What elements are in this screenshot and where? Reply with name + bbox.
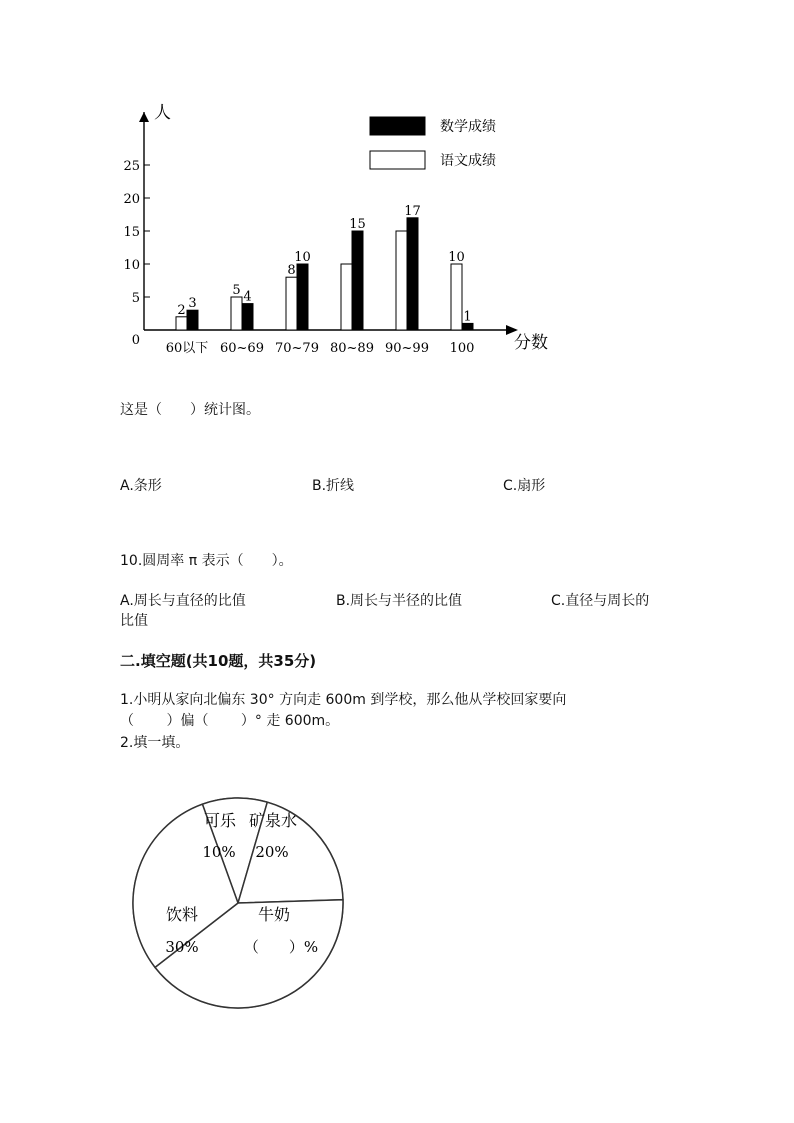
data-label: 5 (232, 283, 241, 298)
q9-option-b[interactable]: B.折线 (312, 478, 355, 494)
y-axis-label: 人 (154, 103, 171, 123)
bar (187, 310, 198, 330)
pie-label-milk: 牛奶 (257, 905, 291, 924)
data-label: 10 (448, 250, 465, 265)
y-tick-label: 25 (123, 159, 140, 174)
bar (352, 231, 363, 330)
x-axis-label: 分数 (514, 333, 548, 353)
data-label: 1 (463, 309, 472, 325)
pie-label-water: 矿泉水 (248, 811, 298, 830)
y-tick-label: 0 (131, 333, 140, 348)
pie-label-drink: 饮料 (165, 905, 199, 924)
y-axis-arrow (139, 112, 149, 122)
q9-stem: 这是（ ）统计图。 (120, 402, 260, 418)
q10-option-a[interactable]: A.周长与直径的比值 (120, 593, 246, 609)
q9-option-c[interactable]: C.扇形 (503, 478, 546, 494)
y-tick-label: 20 (123, 192, 140, 207)
bar (286, 277, 297, 330)
q10-option-c[interactable]: C.直径与周长的 (551, 593, 650, 609)
legend-label: 数学成绩 (440, 119, 496, 135)
bar-chart (0, 90, 794, 370)
bar (407, 218, 418, 330)
q9-option-a[interactable]: A.条形 (120, 478, 162, 494)
section-heading: 二.填空题(共10题，共35分) (120, 652, 317, 670)
x-tick-label: 100 (449, 341, 475, 356)
data-label: 8 (287, 263, 296, 279)
x-tick-label: 90~99 (385, 341, 429, 356)
y-tick-label: 15 (123, 225, 140, 240)
y-tick-label: 10 (123, 258, 140, 273)
data-label: 2 (177, 302, 186, 318)
q10-option-c-wrap: 比值 (120, 613, 148, 629)
pie-percent-milk: （ ）% (243, 938, 319, 956)
data-label: 15 (349, 217, 366, 232)
fill-q1-line1: 1.小明从家向北偏东 30° 方向走 600m 到学校，那么他从学校回家要向 (120, 692, 567, 708)
data-label: 10 (294, 250, 311, 265)
y-tick-label: 5 (131, 291, 140, 306)
pie-percent-drink: 30% (165, 938, 199, 956)
bar (297, 264, 308, 330)
legend-swatch (370, 151, 425, 169)
pie-chart (120, 780, 360, 1020)
q10-option-b[interactable]: B.周长与半径的比值 (336, 593, 463, 609)
x-tick-label: 60~69 (220, 341, 264, 356)
legend-label: 语文成绩 (440, 153, 496, 169)
pie-percent-water: 20% (255, 843, 289, 861)
pie-label-cola: 可乐 (203, 811, 237, 830)
bar (341, 264, 352, 330)
data-label: 3 (188, 296, 197, 312)
bar (231, 297, 242, 330)
data-label: 4 (243, 289, 252, 305)
bar (396, 231, 407, 330)
x-tick-label: 80~89 (330, 341, 374, 356)
pie-percent-cola: 10% (202, 843, 236, 861)
fill-q1-line2: （ ）偏（ ）° 走 600m。 (120, 713, 340, 729)
legend-swatch (370, 117, 425, 135)
bar (242, 304, 253, 330)
bar (176, 317, 187, 330)
data-label: 17 (404, 203, 421, 219)
q10-stem: 10.圆周率 π 表示（ ）。 (120, 553, 293, 569)
x-tick-label: 70~79 (275, 341, 319, 356)
x-tick-label: 60以下 (165, 341, 209, 356)
bar (451, 264, 462, 330)
fill-q2-stem: 2.填一填。 (120, 735, 190, 751)
